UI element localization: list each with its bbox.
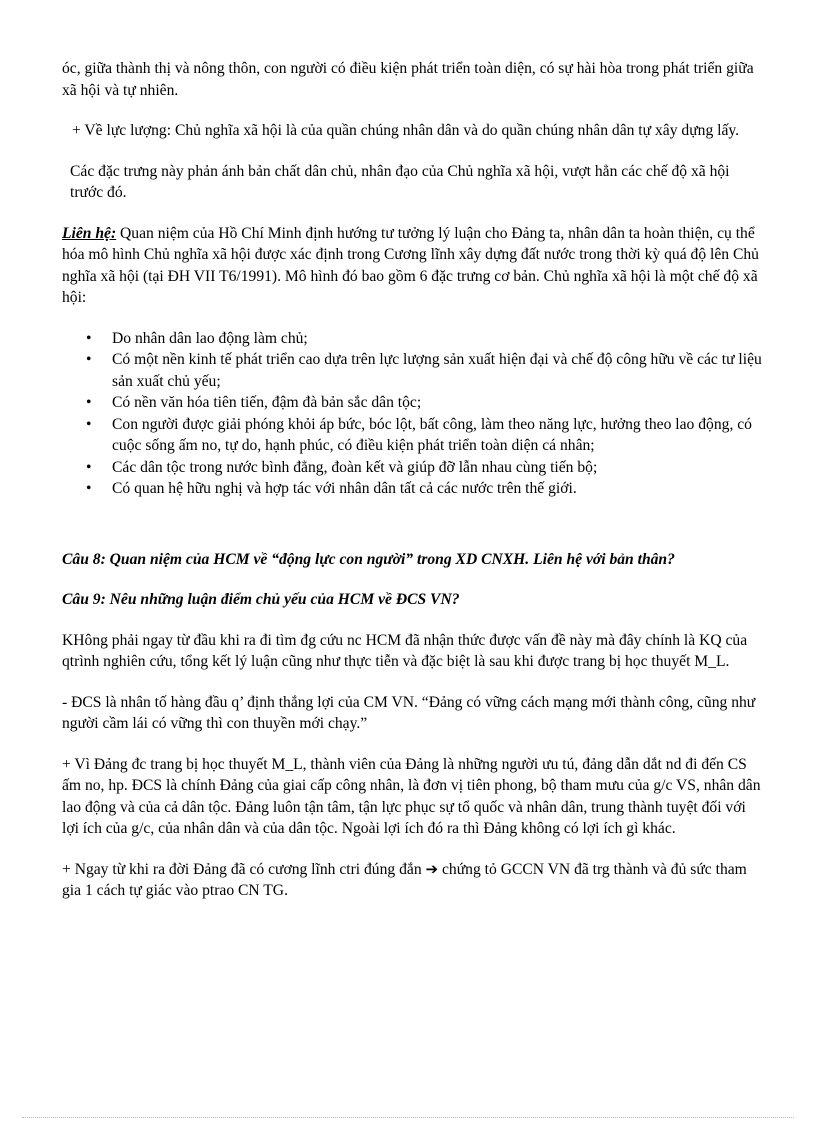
list-item-text: Có quan hệ hữu nghị và hợp tác với nhân dân tất cả các nước trên thế giới. (112, 480, 577, 497)
paragraph-development: óc, giữa thành thị và nông thôn, con người có điều kiện phát triển toàn diện, có sự hài hòa trong phát triển giữa xã hội và tự nhiên. (62, 60, 754, 99)
list-item (62, 392, 762, 414)
question-9-heading: Câu 9: Nêu những luận điểm chủ yếu của HCM về ĐCS VN? (62, 591, 460, 608)
bullet-icon: • (86, 458, 92, 476)
point-3-text-a: + Ngay từ khi ra đời Đảng đã có cương lĩnh ctri đúng đắn (62, 860, 422, 878)
answer-9-point-1: - ĐCS là nhân tố hàng đầu q’ định thắng lợi của CM VN. “Đảng có vững cách mạng mới thành công, cũng như người cầm lái có vững thì con thuyền mới chạy.” (62, 693, 756, 732)
list-item-text: Con người được giải phóng khỏi áp bức, bóc lột, bất công, làm theo năng lực, hưởng theo lao động, có cuộc sống ấm no, tự do, hạnh phúc, có điều kiện phát triển toàn diện cá nhân; (112, 415, 752, 454)
paragraph-force: + Về lực lượng: Chủ nghĩa xã hội là của quần chúng nhân dân và do quần chúng nhân dân tự xây dựng lấy. (72, 122, 740, 139)
list-item (62, 349, 762, 392)
list-item-text: Các dân tộc trong nước bình đẳng, đoàn kết và giúp đỡ lẫn nhau cùng tiến bộ; (112, 458, 598, 476)
lien-he-label: Liên hệ: (62, 224, 117, 242)
feature-list (62, 328, 762, 500)
document-page (62, 58, 762, 921)
list-item (62, 414, 762, 457)
bullet-icon: • (86, 394, 92, 411)
list-item-text: Có nền văn hóa tiên tiến, đậm đà bản sắc dân tộc; (112, 394, 422, 411)
list-item-text: Có một nền kinh tế phát triển cao dựa trên lực lượng sản xuất hiện đại và chế độ công hữu về các tư liệu sản xuất chủ yếu; (112, 351, 762, 390)
answer-9-point-3 (62, 859, 762, 902)
question-8-heading: Câu 8: Quan niệm của HCM về “động lực con người” trong XD CNXH. Liên hệ với bản thân? (62, 550, 675, 568)
answer-9-point-2: + Vì Đảng đc trang bị học thuyết M_L, thành viên của Đảng là những người ưu tú, đảng dẫn dắt nd đi đến CS ấm no, hp. ĐCS là chính Đảng của giai cấp công nhân, là đơn vị tiên phong, bộ tham mưu của g/c VS, nhân dân lao động và của cả dân tộc. Đảng luôn tận tâm, tận lực phục sự tổ quốc và nhân dân, trung thành tuyệt đối với lợi ích của g/c, của nhân dân và của dân tộc. Ngoài lợi ích đó ra thì Đảng không có lợi ích gì khác. (62, 755, 761, 837)
list-item (62, 457, 762, 479)
list-item (62, 478, 762, 500)
paragraph-lien-he (62, 223, 762, 309)
lien-he-text: Quan niệm của Hồ Chí Minh định hướng tư tưởng lý luận cho Đảng ta, nhân dân ta hoàn thiện, cụ thể hóa mô hình Chủ nghĩa xã hội được xác định trong Cương lĩnh xây dựng đất nước trong thời kỳ quá độ lên Chủ nghĩa xã hội (tại ĐH VII T6/1991). Mô hình đó bao gồm 6 đặc trưng cơ bản. Chủ nghĩa xã hội là một chế độ xã hội: (62, 224, 759, 306)
bullet-icon: • (86, 480, 92, 497)
answer-9-intro: KHông phải ngay từ đầu khi ra đi tìm đg cứu nc HCM đã nhận thức được vấn đề này mà đây chính là KQ của qtrình nghiên cứu, tổng kết lý luận cũng như thực tiễn và đặc biệt là sau khi được trang bị học thuyết M_L. (62, 631, 748, 670)
list-item-text: Do nhân dân lao động làm chủ; (112, 329, 308, 347)
bullet-icon: • (86, 415, 92, 433)
page-bottom-divider (22, 1117, 794, 1118)
bullet-icon: • (86, 351, 92, 368)
paragraph-nature: Các đặc trưng này phản ánh bản chất dân chủ, nhân đạo của Chủ nghĩa xã hội, vượt hẳn các chế độ xã hội trước đó. (70, 162, 730, 201)
point-3-text-b: chứng tỏ GCCN VN đã trg thành và đủ sức tham gia 1 cách tự giác vào ptrao CN TG. (62, 860, 747, 899)
bullet-icon: • (86, 329, 92, 347)
right-arrow-icon: ➔ (425, 859, 439, 878)
spacer (62, 519, 762, 549)
list-item (62, 328, 762, 350)
